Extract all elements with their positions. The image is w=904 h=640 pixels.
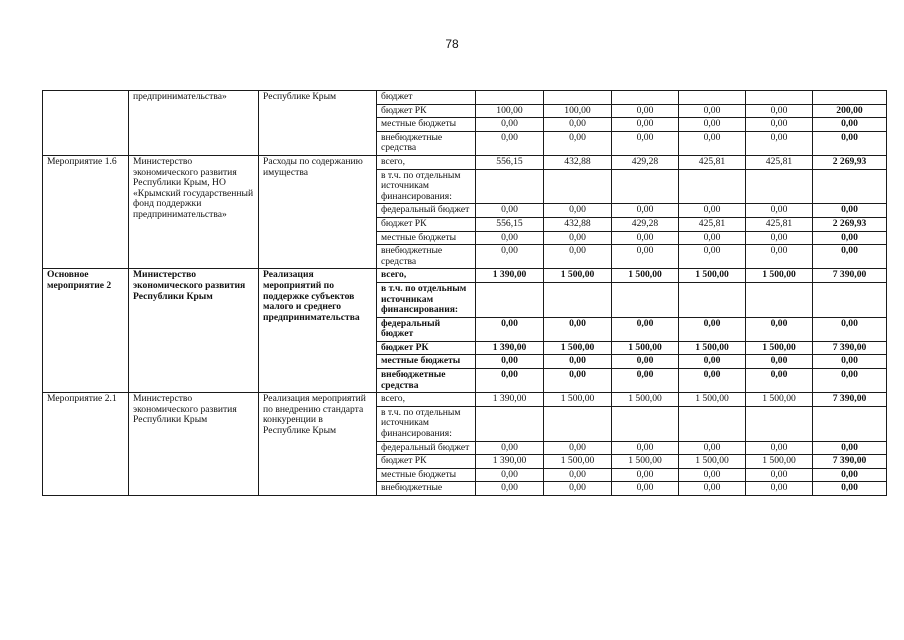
year-value-cell: 0,00	[544, 131, 612, 155]
year-value-cell: 0,00	[746, 118, 813, 132]
year-value-cell: 0,00	[544, 369, 612, 393]
budget-table	[42, 90, 887, 496]
year-value-cell: 0,00	[679, 204, 746, 218]
year-value-cell	[476, 91, 544, 105]
year-value-cell: 0,00	[746, 204, 813, 218]
total-value-cell: 0,00	[813, 355, 887, 369]
total-value-cell: 0,00	[813, 317, 887, 341]
year-value-cell: 1 500,00	[679, 341, 746, 355]
year-value-cell	[544, 91, 612, 105]
table-row	[43, 269, 887, 283]
year-value-cell: 0,00	[746, 245, 813, 269]
year-value-cell: 0,00	[476, 245, 544, 269]
year-value-cell: 0,00	[746, 317, 813, 341]
total-value-cell: 0,00	[813, 118, 887, 132]
total-value-cell	[813, 282, 887, 317]
year-value-cell: 0,00	[476, 369, 544, 393]
year-value-cell: 0,00	[612, 204, 679, 218]
funding-source-cell: бюджет РК	[377, 341, 476, 355]
total-value-cell: 0,00	[813, 131, 887, 155]
year-value-cell: 0,00	[612, 118, 679, 132]
executor-cell: предпринимательства»	[129, 91, 259, 156]
year-value-cell: 0,00	[476, 482, 544, 496]
year-value-cell	[612, 91, 679, 105]
year-value-cell: 0,00	[544, 204, 612, 218]
total-value-cell: 2 269,93	[813, 217, 887, 231]
year-value-cell: 0,00	[544, 482, 612, 496]
year-value-cell	[679, 169, 746, 204]
year-value-cell	[679, 282, 746, 317]
year-value-cell: 1 390,00	[476, 455, 544, 469]
year-value-cell: 0,00	[679, 482, 746, 496]
funding-source-cell: местные бюджеты	[377, 468, 476, 482]
year-value-cell: 0,00	[679, 118, 746, 132]
total-value-cell: 7 390,00	[813, 269, 887, 283]
funding-source-cell: внебюджетные	[377, 482, 476, 496]
year-value-cell: 0,00	[612, 468, 679, 482]
year-value-cell: 0,00	[612, 369, 679, 393]
year-value-cell: 1 500,00	[544, 455, 612, 469]
year-value-cell: 0,00	[612, 441, 679, 455]
year-value-cell: 0,00	[476, 441, 544, 455]
year-value-cell: 1 500,00	[612, 341, 679, 355]
event-cell	[43, 91, 129, 156]
year-value-cell: 1 500,00	[679, 393, 746, 407]
year-value-cell: 0,00	[746, 104, 813, 118]
year-value-cell	[746, 282, 813, 317]
year-value-cell: 556,15	[476, 217, 544, 231]
year-value-cell: 0,00	[746, 441, 813, 455]
year-value-cell	[746, 406, 813, 441]
year-value-cell: 425,81	[746, 217, 813, 231]
funding-source-cell: в т.ч. по отдельным источникам финансирования:	[377, 282, 476, 317]
total-value-cell: 0,00	[813, 482, 887, 496]
year-value-cell: 425,81	[679, 155, 746, 169]
funding-source-cell: всего,	[377, 269, 476, 283]
funding-source-cell: местные бюджеты	[377, 231, 476, 245]
year-value-cell: 0,00	[679, 355, 746, 369]
year-value-cell: 0,00	[746, 355, 813, 369]
description-cell: Республике Крым	[259, 91, 377, 156]
funding-source-cell: внебюджетные средства	[377, 369, 476, 393]
funding-source-cell: бюджет РК	[377, 104, 476, 118]
funding-source-cell: бюджет РК	[377, 455, 476, 469]
year-value-cell: 100,00	[476, 104, 544, 118]
year-value-cell	[476, 406, 544, 441]
year-value-cell: 0,00	[544, 355, 612, 369]
year-value-cell: 432,88	[544, 217, 612, 231]
total-value-cell	[813, 169, 887, 204]
year-value-cell: 1 500,00	[746, 455, 813, 469]
year-value-cell: 0,00	[476, 118, 544, 132]
total-value-cell	[813, 91, 887, 105]
year-value-cell: 1 390,00	[476, 269, 544, 283]
year-value-cell: 1 390,00	[476, 341, 544, 355]
year-value-cell: 0,00	[476, 204, 544, 218]
year-value-cell: 1 500,00	[544, 393, 612, 407]
year-value-cell	[612, 406, 679, 441]
total-value-cell: 0,00	[813, 441, 887, 455]
table-row	[43, 91, 887, 105]
total-value-cell: 7 390,00	[813, 341, 887, 355]
total-value-cell: 7 390,00	[813, 393, 887, 407]
year-value-cell: 0,00	[679, 245, 746, 269]
year-value-cell: 0,00	[544, 231, 612, 245]
total-value-cell: 0,00	[813, 204, 887, 218]
year-value-cell	[544, 282, 612, 317]
year-value-cell: 0,00	[746, 231, 813, 245]
year-value-cell: 0,00	[679, 231, 746, 245]
description-cell: Реализация мероприятий по поддержке субъектов малого и среднего предпринимательства	[259, 269, 377, 393]
year-value-cell	[679, 406, 746, 441]
funding-source-cell: федеральный бюджет	[377, 204, 476, 218]
page-number: 78	[445, 37, 459, 51]
total-value-cell: 2 269,93	[813, 155, 887, 169]
year-value-cell: 0,00	[544, 441, 612, 455]
year-value-cell: 0,00	[679, 468, 746, 482]
event-cell: Основное мероприятие 2	[43, 269, 129, 393]
year-value-cell	[544, 406, 612, 441]
total-value-cell: 7 390,00	[813, 455, 887, 469]
funding-source-cell: местные бюджеты	[377, 355, 476, 369]
year-value-cell: 1 500,00	[746, 393, 813, 407]
executor-cell: Министерство экономического развития Республики Крым, НО «Крымский государственный фонд поддержки предпринимательства»	[129, 155, 259, 268]
year-value-cell: 0,00	[679, 104, 746, 118]
total-value-cell: 0,00	[813, 245, 887, 269]
description-cell: Расходы по содержанию имущества	[259, 155, 377, 268]
table-row	[43, 155, 887, 169]
year-value-cell: 0,00	[679, 317, 746, 341]
year-value-cell: 0,00	[679, 131, 746, 155]
year-value-cell: 0,00	[476, 231, 544, 245]
year-value-cell: 1 500,00	[679, 455, 746, 469]
year-value-cell	[612, 282, 679, 317]
funding-source-cell: в т.ч. по отдельным источникам финансирования:	[377, 169, 476, 204]
funding-source-cell: федеральный бюджет	[377, 441, 476, 455]
year-value-cell	[476, 169, 544, 204]
year-value-cell: 0,00	[544, 317, 612, 341]
year-value-cell: 1 500,00	[612, 455, 679, 469]
table-row	[43, 393, 887, 407]
year-value-cell: 425,81	[746, 155, 813, 169]
total-value-cell: 0,00	[813, 369, 887, 393]
year-value-cell: 0,00	[476, 355, 544, 369]
year-value-cell: 0,00	[746, 369, 813, 393]
year-value-cell	[476, 282, 544, 317]
year-value-cell: 0,00	[746, 131, 813, 155]
event-cell: Мероприятие 2.1	[43, 393, 129, 496]
description-cell: Реализация мероприятий по внедрению стандарта конкуренции в Республике Крым	[259, 393, 377, 496]
year-value-cell: 0,00	[612, 355, 679, 369]
funding-source-cell: внебюджетные средства	[377, 245, 476, 269]
year-value-cell: 0,00	[612, 317, 679, 341]
year-value-cell: 1 500,00	[679, 269, 746, 283]
total-value-cell: 200,00	[813, 104, 887, 118]
year-value-cell: 425,81	[679, 217, 746, 231]
funding-source-cell: всего,	[377, 393, 476, 407]
total-value-cell: 0,00	[813, 468, 887, 482]
year-value-cell: 0,00	[746, 468, 813, 482]
year-value-cell: 0,00	[612, 231, 679, 245]
funding-source-cell: всего,	[377, 155, 476, 169]
year-value-cell: 1 500,00	[612, 269, 679, 283]
year-value-cell: 0,00	[544, 468, 612, 482]
funding-source-cell: местные бюджеты	[377, 118, 476, 132]
year-value-cell: 1 500,00	[544, 341, 612, 355]
year-value-cell: 556,15	[476, 155, 544, 169]
total-value-cell: 0,00	[813, 231, 887, 245]
funding-source-cell: внебюджетные средства	[377, 131, 476, 155]
funding-source-cell: бюджет	[377, 91, 476, 105]
event-cell: Мероприятие 1.6	[43, 155, 129, 268]
year-value-cell: 432,88	[544, 155, 612, 169]
year-value-cell: 0,00	[544, 245, 612, 269]
year-value-cell: 0,00	[679, 369, 746, 393]
year-value-cell: 429,28	[612, 217, 679, 231]
funding-source-cell: в т.ч. по отдельным источникам финансирования:	[377, 406, 476, 441]
year-value-cell: 1 390,00	[476, 393, 544, 407]
year-value-cell: 1 500,00	[746, 341, 813, 355]
year-value-cell: 0,00	[476, 468, 544, 482]
year-value-cell	[679, 91, 746, 105]
year-value-cell: 0,00	[679, 441, 746, 455]
year-value-cell: 1 500,00	[544, 269, 612, 283]
total-value-cell	[813, 406, 887, 441]
year-value-cell: 1 500,00	[612, 393, 679, 407]
executor-cell: Министерство экономического развития Республики Крым	[129, 269, 259, 393]
funding-source-cell: федеральный бюджет	[377, 317, 476, 341]
year-value-cell: 0,00	[612, 245, 679, 269]
year-value-cell	[746, 169, 813, 204]
year-value-cell: 429,28	[612, 155, 679, 169]
year-value-cell: 100,00	[544, 104, 612, 118]
year-value-cell	[544, 169, 612, 204]
year-value-cell: 0,00	[612, 131, 679, 155]
year-value-cell: 1 500,00	[746, 269, 813, 283]
executor-cell: Министерство экономического развития Республики Крым	[129, 393, 259, 496]
year-value-cell	[746, 91, 813, 105]
year-value-cell: 0,00	[612, 104, 679, 118]
year-value-cell	[612, 169, 679, 204]
year-value-cell: 0,00	[544, 118, 612, 132]
funding-source-cell: бюджет РК	[377, 217, 476, 231]
year-value-cell: 0,00	[746, 482, 813, 496]
year-value-cell: 0,00	[476, 131, 544, 155]
year-value-cell: 0,00	[476, 317, 544, 341]
year-value-cell: 0,00	[612, 482, 679, 496]
